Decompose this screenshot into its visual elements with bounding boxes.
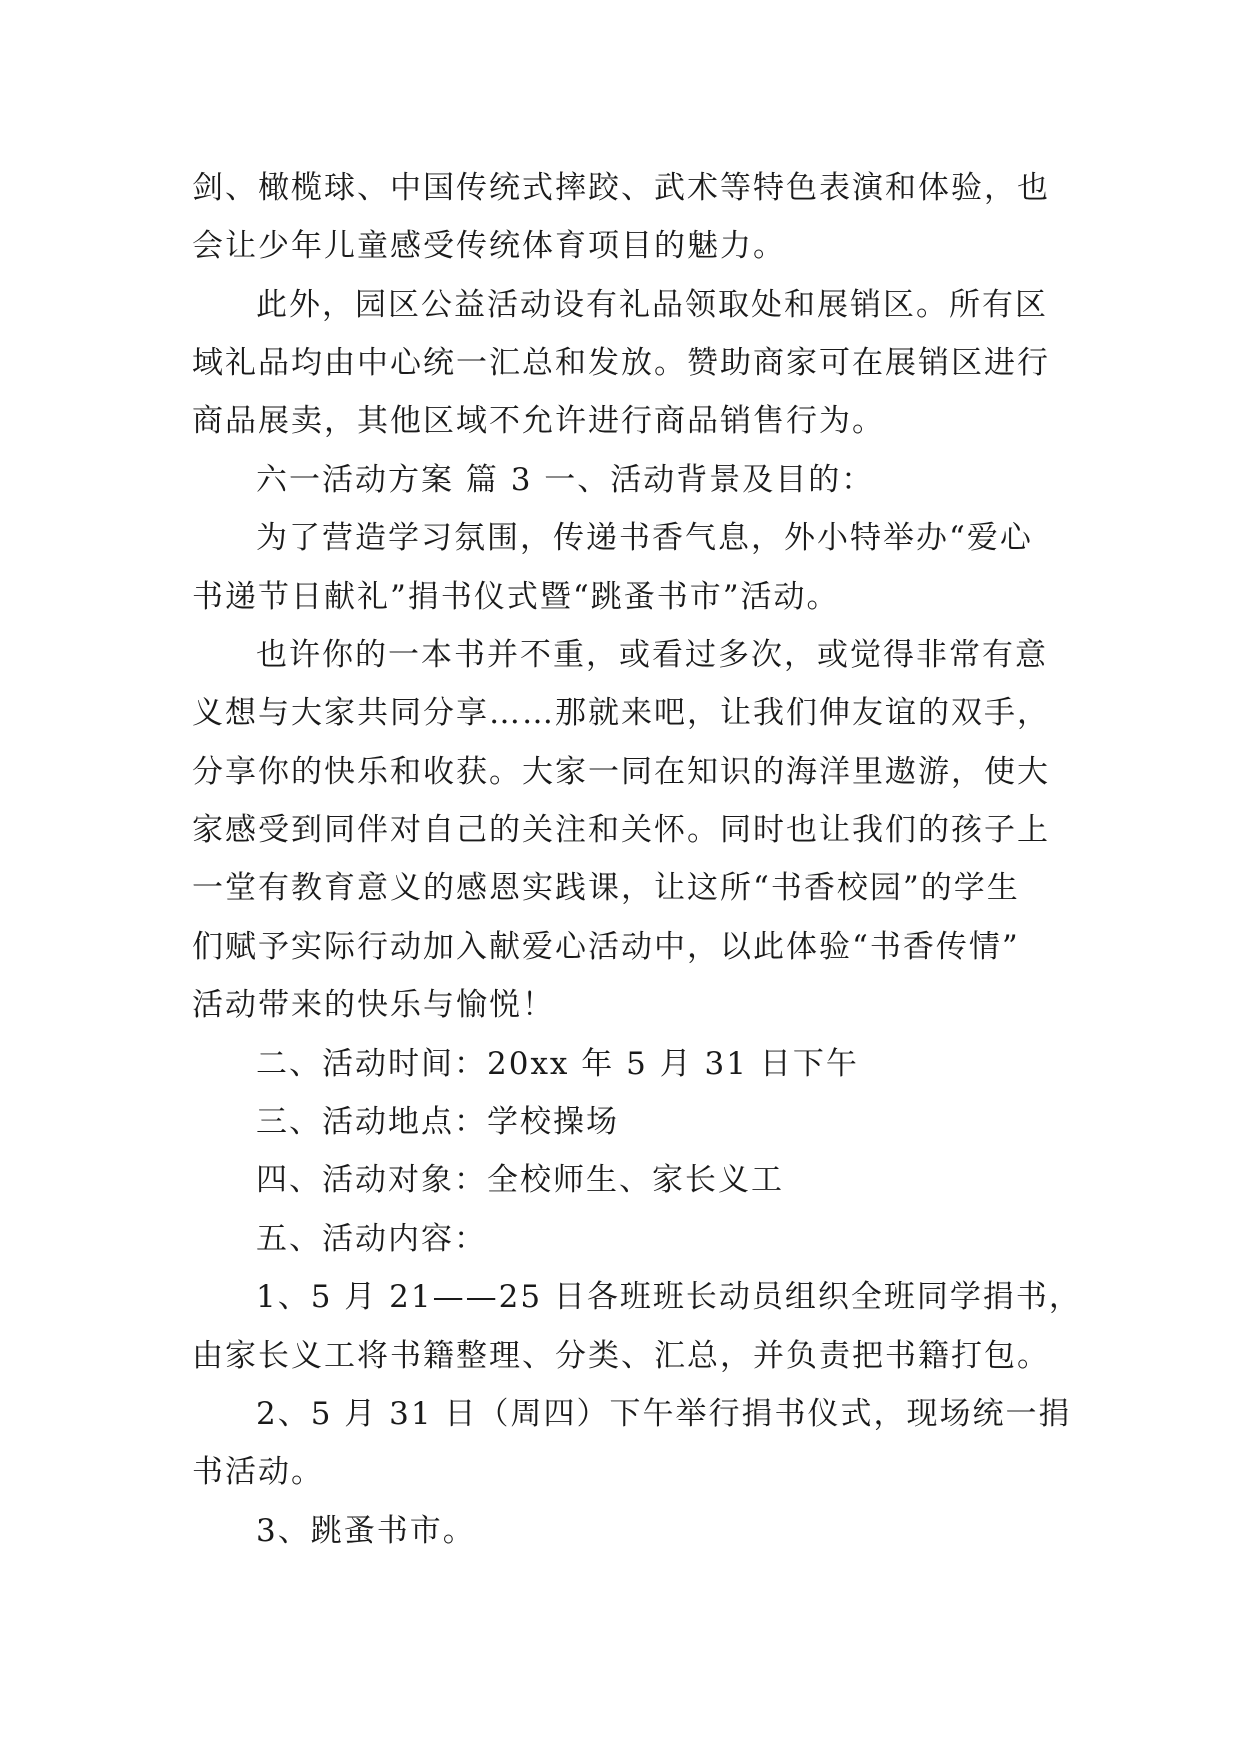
section-heading: 六一活动方案 篇 3 一、活动背景及目的：: [256, 462, 875, 498]
text-line: 分享你的快乐和收获。大家一同在知识的海洋里遨游，使大: [192, 754, 1050, 790]
text-line: 会让少年儿童感受传统体育项目的魅力。: [192, 228, 786, 264]
text-line: 五、活动内容：: [256, 1221, 487, 1257]
text-line: 四、活动对象：全校师生、家长义工: [256, 1162, 784, 1198]
text-line: 商品展卖，其他区域不允许进行商品销售行为。: [192, 403, 885, 439]
text-line: 一堂有教育意义的感恩实践课，让这所“书香校园”的学生: [192, 870, 1020, 906]
text-line: 为了营造学习氛围，传递书香气息，外小特举办“爱心: [256, 520, 1033, 556]
text-line: 活动带来的快乐与愉悦！: [192, 987, 555, 1023]
text-line: 三、活动地点：学校操场: [256, 1104, 619, 1140]
text-line: 3、跳蚤书市。: [256, 1513, 476, 1549]
text-line: 1、5 月 21——25 日各班班长动员组织全班同学捐书，: [256, 1279, 1082, 1315]
text-line: 2、5 月 31 日（周四）下午举行捐书仪式，现场统一捐: [256, 1396, 1072, 1432]
text-line: 书活动。: [192, 1454, 324, 1490]
text-line: 也许你的一本书并不重，或看过多次，或觉得非常有意: [256, 637, 1048, 673]
text-line: 义想与大家共同分享……那就来吧，让我们伸友谊的双手，: [192, 695, 1050, 731]
text-line: 由家长义工将书籍整理、分类、汇总，并负责把书籍打包。: [192, 1338, 1050, 1374]
text-line: 书递节日献礼”捐书仪式暨“跳蚤书市”活动。: [192, 579, 840, 615]
text-line: 域礼品均由中心统一汇总和发放。赞助商家可在展销区进行: [192, 345, 1050, 381]
text-line: 们赋予实际行动加入献爱心活动中，以此体验“书香传情”: [192, 929, 1020, 965]
text-line: 家感受到同伴对自己的关注和关怀。同时也让我们的孩子上: [192, 812, 1050, 848]
text-line: 二、活动时间：20xx 年 5 月 31 日下午: [256, 1046, 859, 1082]
text-line: 此外，园区公益活动设有礼品领取处和展销区。所有区: [256, 287, 1048, 323]
text-line: 剑、橄榄球、中国传统式摔跤、武术等特色表演和体验，也: [192, 170, 1050, 206]
